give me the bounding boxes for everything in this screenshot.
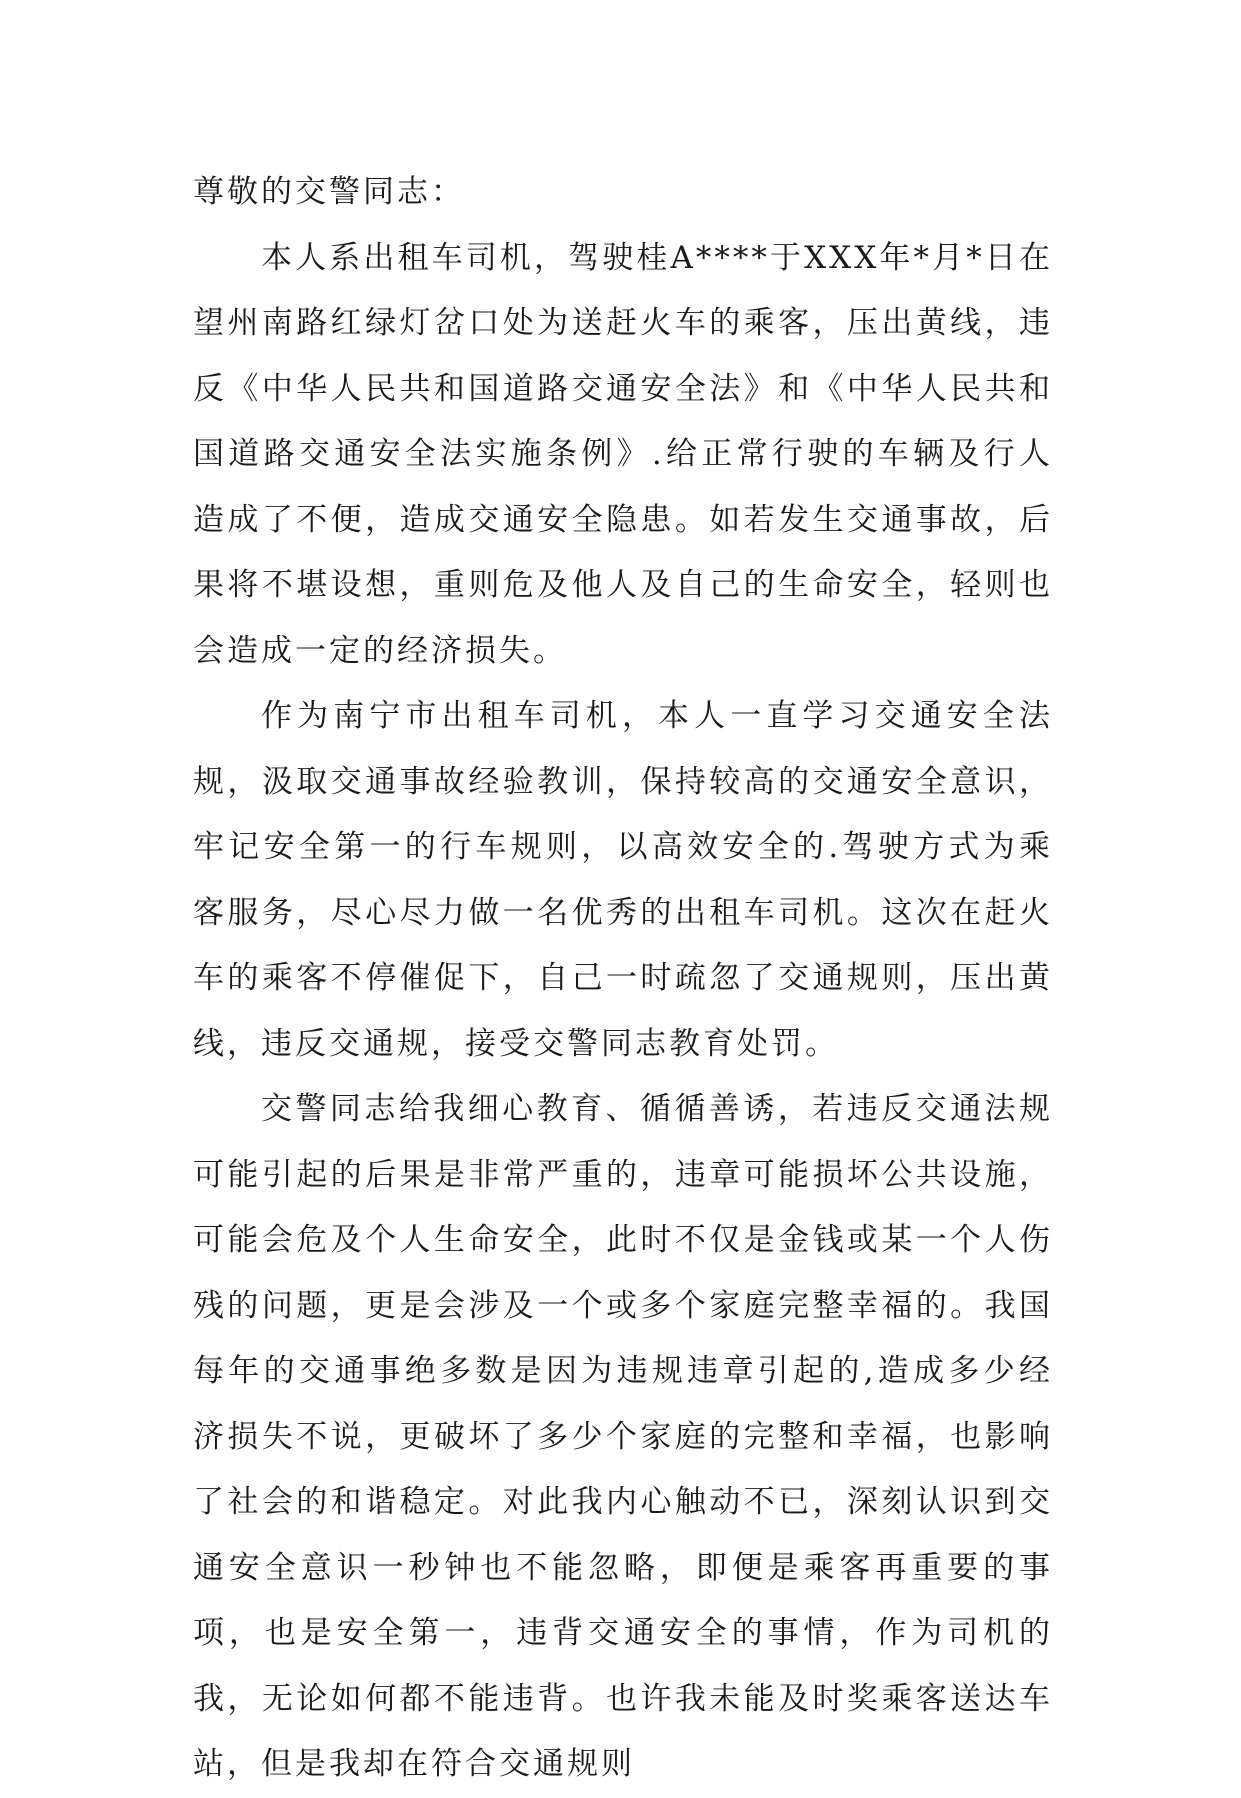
letter-body bbox=[193, 160, 1053, 1798]
salutation: 尊敬的交警同志： bbox=[193, 174, 465, 210]
paragraph-2: 作为南宁市出租车司机，本人一直学习交通安全法规，汲取交通事故经验教训，保持较高的交通安全意识，牢记安全第一的行车规则，以高效安全的.驾驶方式为乘客服务，尽心尽力做一名优秀的出租车司机。这次在赶火车的乘客不停催促下，自己一时疏忽了交通规则，压出黄线，违反交通规，接受交警同志教育处罚。 bbox=[193, 698, 1053, 1062]
paragraph-1: 本人系出租车司机，驾驶桂A****于XXX年*月*日在望州南路红绿灯岔口处为送赶火车的乘客，压出黄线，违反《中华人民共和国道路交通安全法》和《中华人民共和国道路交通安全法实施条例》.给正常行驶的车辆及行人造成了不便，造成交通安全隐患。如若发生交通事故，后果将不堪设想，重则危及他人及自己的生命安全，轻则也会造成一定的经济损失。 bbox=[193, 239, 1053, 669]
paragraph-3: 交警同志给我细心教育、循循善诱，若违反交通法规可能引起的后果是非常严重的，违章可能损坏公共设施，可能会危及个人生命安全，此时不仅是金钱或某一个人伤残的问题，更是会涉及一个或多个家庭完整幸福的。我国每年的交通事绝多数是因为违规违章引起的,造成多少经济损失不说，更破坏了多少个家庭的完整和幸福，也影响了社会的和谐稳定。对此我内心触动不已，深刻认识到交通安全意识一秒钟也不能忽略，即便是乘客再重要的事项，也是安全第一，违背交通安全的事情，作为司机的我，无论如何都不能违背。也许我未能及时奖乘客送达车站，但是我却在符合交通规则 bbox=[193, 1091, 1053, 1782]
